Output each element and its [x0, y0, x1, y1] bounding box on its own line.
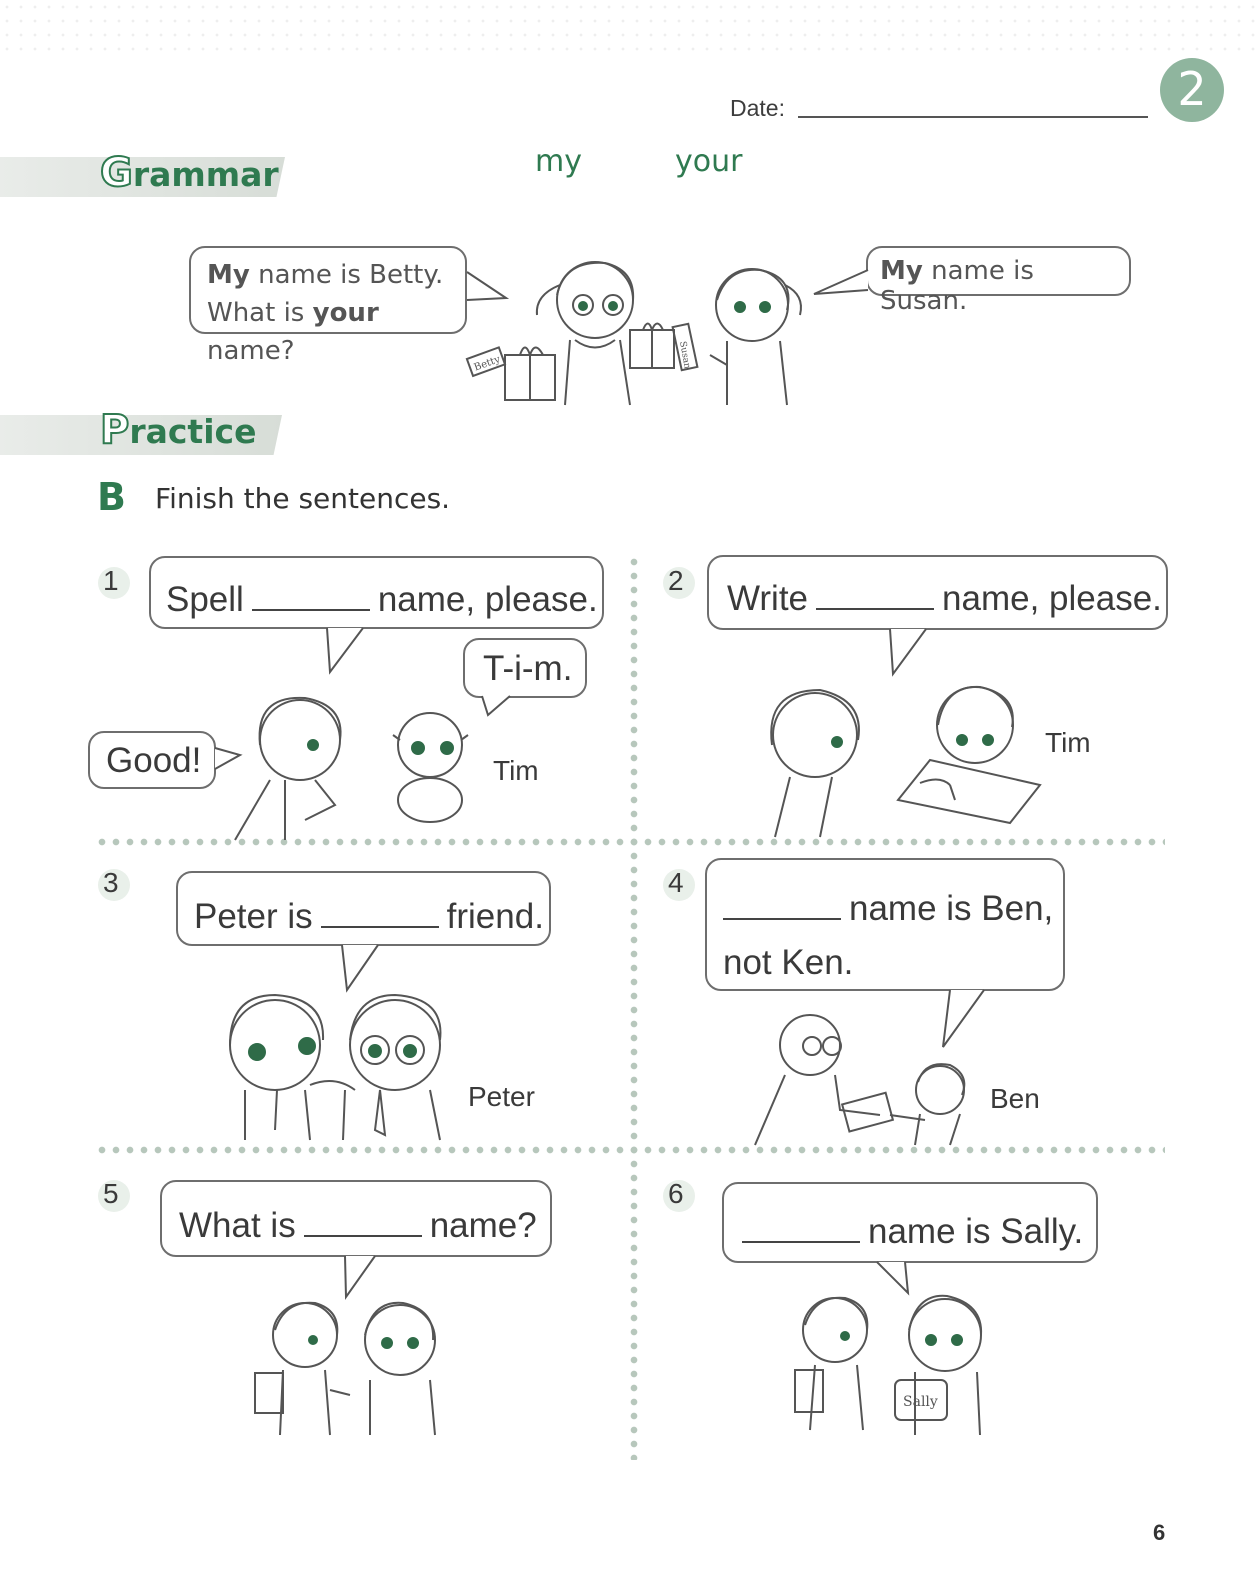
item-number: 6	[668, 1178, 684, 1209]
answer-blank[interactable]	[321, 924, 439, 928]
speech-bubble-5: What is name?	[160, 1180, 552, 1257]
speech-bubble-2: Write name, please.	[707, 555, 1168, 630]
grammar-bubble-susan: My name is Susan.	[866, 246, 1131, 296]
character-name: Tim	[1045, 727, 1091, 758]
grammar-title: Grammar	[100, 150, 279, 196]
grammar-bubble-betty: My name is Betty. What is your name?	[189, 246, 467, 334]
date-label: Date:	[730, 95, 785, 121]
item-number: 1	[103, 565, 119, 596]
boy-and-sally-illustration	[785, 1290, 1015, 1440]
item-number: 3	[103, 867, 119, 898]
bubble-tail	[325, 627, 370, 677]
bubble-tail	[343, 1255, 383, 1300]
speech-bubble-3: Peter is friend.	[176, 871, 551, 946]
bubble-tail	[812, 268, 872, 300]
girls-exchanging-gifts-illustration	[465, 255, 815, 415]
answer-blank[interactable]	[742, 1239, 860, 1243]
answer-blank[interactable]	[252, 607, 370, 611]
horizontal-divider	[95, 1146, 1165, 1154]
item-number: 2	[668, 565, 684, 596]
exercise-letter: B	[97, 475, 126, 519]
answer-blank[interactable]	[816, 606, 934, 610]
header-texture	[0, 0, 1257, 60]
speech-bubble-6: name is Sally.	[722, 1182, 1098, 1263]
sally-tag: Sally	[903, 1394, 938, 1410]
item-number: 4	[668, 867, 684, 898]
speech-bubble-4: name is Ben, not Ken.	[705, 858, 1065, 991]
speech-bubble-1: Spell name, please.	[149, 556, 604, 629]
betty-tag: Betty	[472, 354, 502, 374]
vertical-divider	[630, 555, 638, 1460]
answer-blank[interactable]	[723, 916, 841, 920]
character-name: Ben	[990, 1083, 1040, 1114]
teacher-and-ben-illustration	[750, 1010, 980, 1150]
item-number: 5	[103, 1178, 119, 1209]
grammar-word-your: your	[675, 144, 743, 179]
teacher-and-boy-writing-illustration	[750, 685, 1040, 840]
teacher-and-baby-illustration	[225, 690, 485, 840]
two-boys-friends-illustration	[215, 990, 455, 1145]
reply-bubble: T-i-m.	[463, 638, 587, 698]
susan-tag: Susan	[677, 340, 692, 370]
grammar-word-my: my	[535, 144, 582, 179]
bubble-tail	[480, 695, 520, 720]
character-name: Peter	[468, 1081, 535, 1112]
page-number: 6	[1153, 1520, 1166, 1545]
unit-number-badge: 2	[1160, 58, 1224, 122]
bubble-tail	[888, 628, 933, 678]
bubble-tail	[340, 944, 385, 994]
date-input-line[interactable]	[798, 116, 1148, 118]
practice-title: Practice	[100, 407, 257, 453]
answer-blank[interactable]	[304, 1233, 422, 1237]
exercise-instruction: Finish the sentences.	[155, 482, 451, 515]
character-name: Tim	[493, 755, 539, 786]
good-bubble: Good!	[88, 731, 216, 789]
boy-and-girl-meeting-illustration	[245, 1295, 465, 1445]
